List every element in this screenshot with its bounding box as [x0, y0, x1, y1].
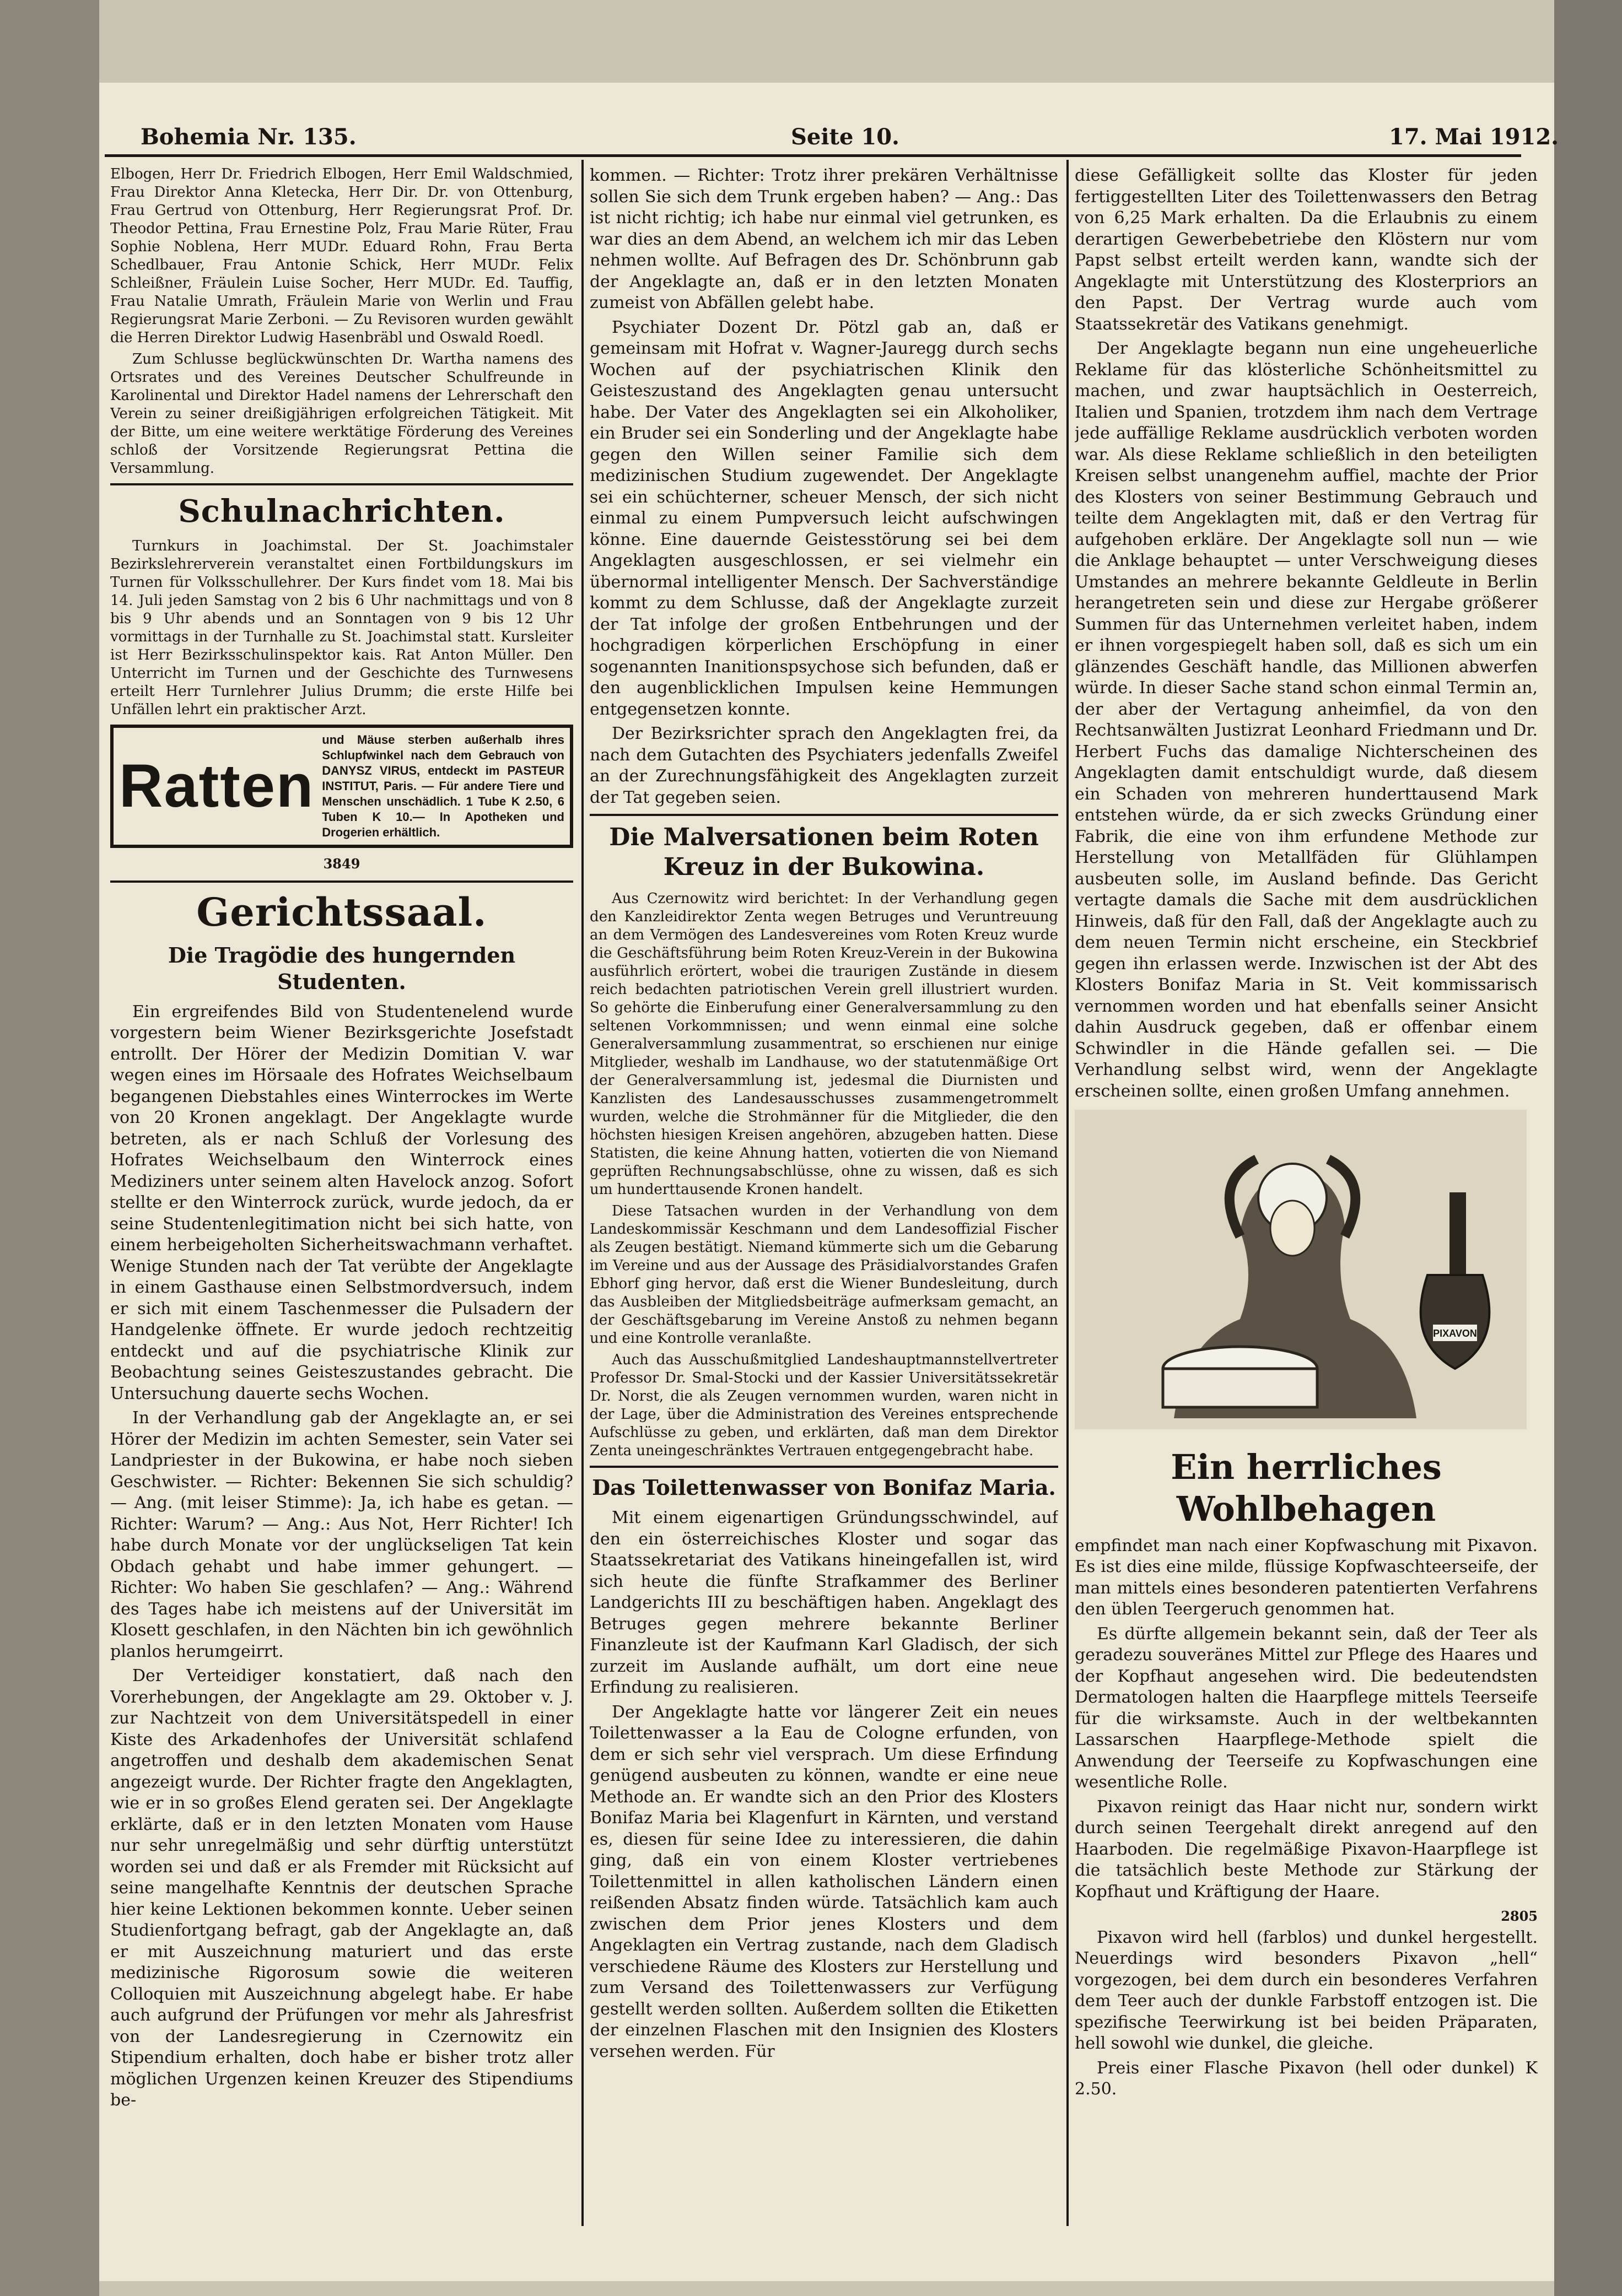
divider	[590, 1466, 1058, 1468]
pixavon-paragraph: Pixavon reinigt das Haar nicht nur, sondern wirkt durch seinen Teergehalt direkt anregend auf den Haarboden. Die regelmäßige Pixavon-Haarpflege ist die tatsächlich beste Methode zur Stärkung der Kopfhaut und Kräftigung der Haare.	[1075, 1797, 1538, 1901]
intro-paragraph-2: Zum Schlusse beglückwünschten Dr. Wartha namens des Ortsrates und des Vereines Deutscher Schulfreunde in Karolinental und Direktor Hadel namens der Lehrerschaft den Verein zu seiner dreißigjährigen erfolgreichen Tätigkeit. Mit der Bitte, um eine weitere werktätige Förderung des Vereines schloß der Vorsitzende Regierungsrat Pettina die Versammlung.	[110, 351, 573, 477]
article-paragraph: In der Verhandlung gab der Angeklagte an, er sei Hörer der Medizin im achten Semester, sein Vater sei Landpriester in der Bukowina, er habe noch sieben Geschwister. — Richter: Bekennen Sie sich schuldig? — Ang. (mit leiser Stimme): Ja, ich habe es getan. — Richter: Warum? — Ang.: Aus Not, Herr Richter! Ich habe durch Monate vor der unglückseligen Tat kein Obdach gehabt und habe immer gehungert. — Richter: Wo haben Sie geschlafen? — Ang.: Während des Tages habe ich meistens auf der Universität im Klosett geschlafen, in den Nächten bin ich gewöhnlich planlos herumgeirrt.	[110, 1408, 573, 1661]
scan-border-right	[1554, 0, 1622, 2296]
article-paragraph: Aus Czernowitz wird berichtet: In der Verhandlung gegen den Kanzleidirektor Zenta wegen Betruges und Veruntreuung an dem Vermögen des Landesvereines vom Roten Kreuz wurde die Geschäftsführung beim Roten Kreuz-Verein in der Bukowina ausführlich erörtert, wobei die traurigen Zustände in diesem reich bedachten patriotischen Verein grell illustriert wurden. So gehörte die Einberufung einer Generalversammlung zu den seltenen Vorkommnissen; und wenn einmal eine solche Generalversammlung zusammentrat, so erschienen nur einige Mitglieder, weshalb im Landhause, wo der statutenmäßige Ort der Generalversammlung ist, jedesmal die Diurnisten und Kanzlisten des Landesausschusses zusammengetrommelt wurden, welche die Strohmänner für die Mitglieder, die den höchsten hiesigen Kreisen angehören, abzugeben hatten. Diese Statisten, die keine Ahnung hatten, votierten die von Niemand geprüften Rechnungsabschlüsse, ohne zu wissen, daß es sich um hunderttausende Kronen handelt.	[590, 890, 1058, 1198]
header-left: Bohemia Nr. 135.	[141, 124, 357, 150]
article-title-toilettenwasser: Das Toilettenwasser von Bonifaz Maria.	[592, 1475, 1056, 1500]
column-rule-1	[581, 160, 584, 2226]
intro-paragraph: Elbogen, Herr Dr. Friedrich Elbogen, Herr Emil Waldschmied, Frau Direktor Anna Kletecka, Herr Dir. Dr. von Ottenburg, Frau Gertrud von Ottenburg, Herr Regierungsrat Prof. Dr. Theodor Pettina, Frau Ernestine Polz, Frau Marie Rüter, Frau Sophie Noblena, Herr MUDr. Eduard Rohn, Frau Berta Schedlbauer, Frau Antonie Schick, Herr MUDr. Felix Schleißner, Fräulein Luise Socher, Herr MUDr. Ed. Tauffig, Frau Natalie Umrath, Fräulein Marie von Werlin und Frau Regierungsrat Marie Zerboni. — Zu Revisoren wurden gewählt die Herren Direktor Ludwig Hasenbräbl und Oswald Roedl.	[110, 166, 573, 346]
column-3	[1075, 165, 1538, 2237]
bottle-label: PIXAVON	[1433, 1328, 1477, 1339]
pixavon-price: Preis einer Flasche Pixavon (hell oder dunkel) K 2.50.	[1075, 2058, 1538, 2099]
ratten-advertisement	[110, 725, 573, 848]
article-title-tragoedie: Die Tragödie des hungernden Studenten.	[168, 942, 516, 994]
ratten-ad-text: und Mäuse sterben außerhalb ihres Schlupfwinkel nach dem Gebrauch von DANYSZ VIRUS, entdeckt im PASTEUR INSTITUT, Paris. — Für andere Tiere und Menschen unschädlich. 1 Tube K 2.50, 6 Tuben K 10.— In Apotheken und Drogerien erhältlich.	[322, 733, 564, 839]
article-paragraph: kommen. — Richter: Trotz ihrer prekären Verhältnisse sollen Sie sich dem Trunk ergeben haben? — Ang.: Das ist nicht richtig; ich habe nur einmal viel getrunken, es war dies an dem Abend, an welchem ich mir das Leben nehmen wollte. Auf Befragen des Dr. Schönbrunn gab der Angeklagte an, daß er in den letzten Monaten zumeist von Abfällen gelebt habe.	[590, 166, 1058, 312]
pixavon-paragraph: Es dürfte allgemein bekannt sein, daß der Teer als geradezu souveränes Mittel zur Pflege des Haares und der Kopfhaut angesehen wird. Die bedeutendsten Dermatologen halten die Haarpflege mittels Teerseife für die wirksamste. Auch in der weltbekannten Lassarschen Haarpflege-Methode spielt die Anwendung der Teerseife zu Kopfwaschungen eine wesentliche Rolle.	[1075, 1624, 1538, 1792]
divider	[110, 483, 573, 485]
article-paragraph: Mit einem eigenartigen Gründungsschwindel, auf den ein österreichisches Kloster und sogar das Staatssekretariat des Vatikans hineingefallen ist, wird sich heute die fünfte Strafkammer des Berliner Landgerichts III zu beschäftigen haben. Angeklagt des Betruges gegen mehrere bekannte Berliner Finanzleute ist der Kaufmann Karl Gladisch, der sich zurzeit im Auslande aufhält, um dort eine neue Erfindung zu realisieren.	[590, 1508, 1058, 1697]
header-rule	[105, 154, 1521, 157]
article-paragraph: Der Angeklagte begann nun eine ungeheuerliche Reklame für das klösterliche Schönheitsmittel zu machen, und zwar hauptsächlich in Oesterreich, Italien und Spanien, trotzdem ihm nach dem Vertrage jede auffällige Reklame ausdrücklich verboten worden war. Als diese Reklame schließlich in den beteiligten Kreisen selbst unangenehm auffiel, machte der Prior des Klosters von seiner Bestimmung Gebrauch und teilte dem Angeklagten mit, daß er den Vertrag für aufgehoben erkläre. Der Angeklagte soll nun — wie die Anklage behauptet — unter Verschweigung dieses Umstandes an mehrere bekannte Geldleute in Berlin herangetreten sein und diese zur Hergabe größerer Summen für das Unternehmen verleitet haben, indem er ihnen vorgespiegelt haben soll, daß es sich um ein glänzendes Geschäft handle, das Millionen abwerfen würde. In dieser Sache stand schon einmal Termin an, der aber der Vertagung anheimfiel, da von den Rechtsanwälten Justizrat Leonhard Friedmann und Dr. Herbert Fuchs das damalige Nichterscheinen des Angeklagten damit entschuldigt wurde, daß diesem ein Schaden von mehreren hunderttausend Mark entstehen würde, da er sich zwecks Gründung einer Fabrik, die eine von ihm erfundene Methode zur Herstellung von Metallfäden für Glühlampen ausbeuten solle, im Ausland befinde. Das Gericht vertagte damals die Sache mit dem ausdrücklichen Hinweis, daß für den Fall, daß der Angeklagte auch zu dem neuen Termin nicht erscheine, ein Steckbrief gegen ihn erlassen werde. Inzwischen ist der Abt des Klosters Bonifaz Maria in St. Veit kommissarisch vernommen worden und hat ebenfalls seiner Ansicht dahin Ausdruck gegeben, daß er offenbar einem Schwindler in die Hände gefallen sei. — Die Verhandlung selbst wird, wenn der Angeklagte erscheinen sollte, einen großen Umfang annehmen.	[1075, 339, 1538, 1101]
column-1	[110, 165, 573, 2237]
pixavon-paragraph: empfindet man nach einer Kopfwaschung mit Pixavon. Es ist dies eine milde, flüssige Kopfwaschteerseife, der man mittels eines besonderen patentierten Verfahrens den üblen Teergeruch genommen hat.	[1075, 1536, 1538, 1619]
article-paragraph: diese Gefälligkeit sollte das Kloster für jeden fertiggestellten Liter des Toilettenwassers den Betrag von 6,25 Mark erhalten. Da die Erlaubnis zu einem derartigen Gewerbebetriebe den Klöstern nur vom Papst selbst erteilt werden kann, wandte sich der Angeklagte mit Unterstützung des Klosterpriors an den Papst. Der Vertrag wurde auch vom Staatssekretär des Vatikans genehmigt.	[1075, 166, 1538, 334]
woman-face	[1270, 1201, 1314, 1256]
article-paragraph: Der Angeklagte hatte vor längerer Zeit ein neues Toilettenwasser a la Eau de Cologne erfunden, von dem er sich sehr viel versprach. Um diese Erfindung genügend ausbeuten zu können, wandte er eine neue Methode an. Er wandte sich an den Prior des Klosters Bonifaz Maria bei Klagenfurt in Kärnten, und verstand es, diesen für seine Idee zu interessieren, die dahin ging, daß ein von einem Kloster vertriebenes Toilettenmittel in allen katholischen Ländern einen reißenden Absatz finden würde. Tatsächlich kam auch zwischen dem Prior jenes Klosters und dem Angeklagten ein Vertrag zustande, nach dem Gladisch verschiedene Räume des Klosters zur Herstellung und zum Versand des Toilettenwassers zur Verfügung gestellt werden sollten. Außerdem sollten die Etiketten der einzelnen Flaschen mit den Insignien des Klosters versehen werden. Für	[590, 1702, 1058, 2061]
article-paragraph: Auch das Ausschußmitglied Landeshauptmannstellvertreter Professor Dr. Smal-Stocki und der Kassier Universitätssekretär Dr. Norst, die als Zeugen vernommen wurden, waren nicht in der Lage, über die Administration des Vereines entsprechende Aufschlüsse zu geben, und erklärten, daß man dem Direktor Zenta uneingeschränktes Vertrauen entgegengebracht habe.	[590, 1352, 1058, 1459]
article-paragraph: Ein ergreifendes Bild von Studentenelend wurde vorgestern beim Wiener Bezirksgerichte Josefstadt entrollt. Der Hörer der Medizin Domitian V. war wegen eines im Hörsaale des Hofrates Weichselbaum begangenen Diebstahles eines Winterrockes im Werte von 20 Kronen angeklagt. Der Angeklagte wurde betreten, als er nach Schluß der Vorlesung des Hofrates Weichselbaum den Winterrock eines Mediziners unter seinem alten Havelock anzog. Sofort stellte er den Winterrock zurück, wurde jedoch, da er seine Studentenlegitimation nicht bei sich hatte, von einem herbeigeholten Sicherheitswachmann verhaftet. Wenige Stunden nach der Tat verübte der Angeklagte in einem Gasthause einen Selbstmordversuch, indem er sich mit einem Taschenmesser die Pulsadern der Handgelenke öffnete. Er wurde jedoch rechtzeitig entdeckt und auf die psychiatrische Klinik zur Beobachtung seines Geisteszustandes gebracht. Die Untersuchung dauerte sechs Wochen.	[110, 1002, 573, 1403]
pixavon-illustration	[1075, 1110, 1527, 1429]
scan-border-left	[0, 0, 99, 2296]
ratten-ad-code: 3849	[323, 856, 360, 872]
section-title-schulnachrichten: Schulnachrichten.	[178, 493, 505, 530]
schul-paragraph: Turnkurs in Joachimstal. Der St. Joachimstaler Bezirkslehrerverein veranstaltet einen Fortbildungskurs im Turnen für Volksschullehrer. Der Kurs findet vom 18. Mai bis 14. Juli jeden Samstag von 2 bis 6 Uhr nachmittags und von 8 bis 9 Uhr abends und an Sonntagen von 9 bis 12 Uhr vormittags in der Turnhalle zu St. Joachimstal statt. Kursleiter ist Herr Bezirksschulinspektor kais. Rat Anton Müller. Den Unterricht im Turnen und der Geschichte des Turnwesens erteilt Herr Turnlehrer Julius Drumm; die erste Hilfe bei Unfällen lehrt ein praktischer Arzt.	[110, 538, 573, 718]
pixavon-paragraph: Pixavon wird hell (farblos) und dunkel hergestellt. Neuerdings wird besonders Pixavon „hell“ vorgezogen, bei dem durch ein besonderes Verfahren dem Teer auch der dunkle Farbstoff entzogen ist. Die spezifische Teerwirkung ist bei beiden Präparaten, hell sowohl wie dunkel, die gleiche.	[1075, 1927, 1538, 2053]
article-paragraph: Diese Tatsachen wurden in der Verhandlung von dem Landeskommissär Keschmann und dem Landesoffizial Fischer als Zeugen bestätigt. Niemand kümmerte sich um die Gebarung im Vereine und aus der Aussage des Präsidialvorstandes Grafen Ebhorf ging hervor, daß erst die Wiener Bundesleitung, durch das Ausbleiben der Mitgliedsbeiträge aufmerksam gemacht, an der Geschäftsgebarung im Vereine Anstoß zu nehmen begann und eine Kontrolle veranlaßte.	[590, 1203, 1058, 1347]
article-paragraph: Der Bezirksrichter sprach den Angeklagten frei, da nach dem Gutachten des Psychiaters jedenfalls Zweifel an der Zurechnungsfähigkeit des Angeklagten zurzeit der Tat gegeben seien.	[590, 724, 1058, 807]
article-title-malversationen: Die Malversationen beim Roten Kreuz in der Bukowina.	[609, 823, 1039, 881]
wash-basin-body	[1163, 1369, 1317, 1407]
article-paragraph: Der Verteidiger konstatiert, daß nach den Vorerhebungen, der Angeklagte am 29. Oktober v. J. zur Nachtzeit von dem Universitätspedell in einer Kiste des Arkadenhofes der Universität schlafend angetroffen und deshalb dem akademischen Senat angezeigt wurde. Der Richter fragte den Angeklagten, wie er in so großes Elend geraten sei. Der Angeklagte erklärte, daß er in den letzten Monaten vom Hause nur sehr unregelmäßig und sehr dürftig unterstützt worden sei und daß er als Fremder mit Rücksicht auf seine mangelhafte Kenntnis der deutschen Sprache hier keine Lektionen bekommen konnte. Ueber seinen Studienfortgang befragt, gab der Angeklagte an, daß er mit Auszeichnung maturiert und das erste medizinische Rigorosum sowie die weiteren Colloquien mit Auszeichnung abgelegt habe. Er habe auch aufgrund der Prüfungen vor mehr als Jahresfrist von der Landesregierung in Czernowitz ein Stipendium erhalten, doch habe er bisher trotz aller möglichen Urgenzen keinen Kreuzer des Stipendiums be-	[110, 1666, 573, 2110]
section-title-gerichtssaal: Gerichtssaal.	[196, 889, 487, 935]
pixavon-ad-code: 2805	[1501, 1908, 1538, 1924]
header-right: 17. Mai 1912.	[1389, 124, 1559, 150]
divider	[110, 880, 573, 883]
article-paragraph: Psychiater Dozent Dr. Pötzl gab an, daß er gemeinsam mit Hofrat v. Wagner-Jauregg durch sechs Wochen auf der psychiatrischen Klinik den Geisteszustand des Angeklagten genau untersucht habe. Der Vater des Angeklagten sei ein Alkoholiker, ein Bruder sei ein Sonderling und der Angeklagte habe gegen den Willen seiner Familie sich dem medizinischen Studium zugewendet. Der Angeklagte sei ein schüchterner, scheuer Mensch, der sich nicht einmal zu einem Pumpversuch leicht aufschwingen könne. Eine dauernde Geistesstörung sei bei dem Angeklagten ausgeschlossen, er sei vielmehr ein übernormal intelligenter Mensch. Der Sachverständige kommt zu dem Schlusse, daß der Angeklagte zurzeit der Tat infolge der großen Entbehrungen und der hochgradigen körperlichen Erschöpfung in einer sogenannten Inanitionspsychose sich befunden, daß er den augenblicklichen Impulsen keine Hemmungen entgegensetzen konnte.	[590, 317, 1058, 719]
column-2	[590, 165, 1058, 2237]
bottle-neck	[1449, 1192, 1466, 1275]
pixavon-ad-headline: Ein herrliches Wohlbehagen	[1171, 1446, 1442, 1529]
column-rule-2	[1066, 160, 1069, 2226]
ratten-ad-title: Ratten	[119, 752, 315, 820]
header-center: Seite 10.	[791, 124, 899, 150]
divider	[590, 814, 1058, 816]
